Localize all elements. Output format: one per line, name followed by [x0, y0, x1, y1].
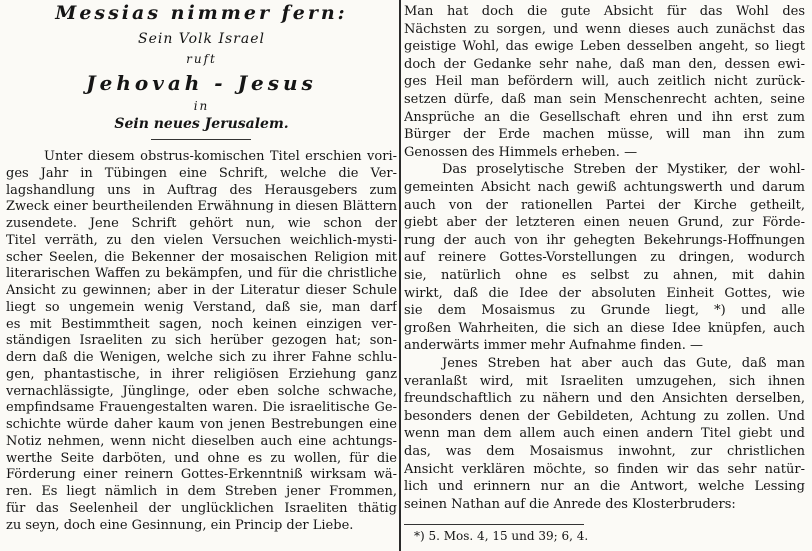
text-line: liegt so ungemein wenig Verstand, daß sie, man darf [6, 299, 397, 315]
text-line: es mit Bestimmtheit sagen, noch keinen einzigen ver- [6, 316, 397, 332]
text-line: Notiz nehmen, wenn nicht dieselben auch eine achtungs- [6, 433, 397, 449]
text-line: sie, natürlich ohne es selbst zu ahnen, mit dahin [404, 268, 805, 283]
text-line: Jenes Streben hat aber auch das Gute, daß man [442, 356, 805, 371]
text-line: Ansprüche an die Gesellschaft ehren und ihn erst zum [404, 109, 805, 125]
text-line: Unter diesem obstrus-komischen Titel erschien vori- [44, 149, 397, 164]
text-line: Zweck einer beurtheilenden Erwähnung in diesen Blättern [6, 199, 397, 215]
footnote: *) 5. Mos. 4, 15 und 39; 6, 4. [414, 529, 589, 543]
text-line: Man hat doch die gute Absicht für das Wohl des [404, 4, 805, 19]
text-line: zu seyn, doch eine Gesinnung, ein Princip der Liebe. [6, 517, 354, 533]
text-line: schichte würde daher kaum von jenen Bestrebungen eine [6, 417, 397, 432]
subtitle-jehovah: Jehovah - Jesus [86, 71, 317, 95]
text-line: geistige Wohl, das ewige Leben desselben angeht, so liegt [404, 39, 805, 55]
text-line: doch der Gedanke sehr nahe, daß man den, dessen ewi- [404, 56, 805, 72]
text-line: das, was dem Mosaismus inwohnt, zur christlichen [404, 444, 805, 459]
text-line: lagshandlung uns in Auftrag des Herausgebers zum [6, 182, 397, 198]
text-line: giebt aber der letzteren einen neuen Grund, zur Förde- [404, 215, 805, 231]
text-line: gen, phantastische, in ihrer religiösen Erziehung ganz [6, 366, 397, 382]
text-line: wirkt, daß die Idee der absoluten Einheit Gottes, wie [404, 285, 805, 301]
subtitle-line-1: Sein Volk Israel [137, 31, 265, 47]
text-line: freundschaftlich zu nähern und den Ansichten derselben, [404, 391, 805, 407]
text-line: Förderung einer reinern Gottes-Erkenntniß wirksam wä- [6, 467, 397, 483]
article-title: Messias nimmer fern: [55, 2, 348, 24]
text-line: literarischen Waffen zu bekämpfen, und für die christliche [6, 266, 397, 282]
subtitle-in: in [193, 99, 210, 113]
text-line: ren. Es liegt nämlich in dem Streben jener Frommen, [6, 484, 397, 499]
text-line: Ansicht zu gewinnen; aber in der Literatur dieser Schule [6, 283, 397, 298]
column-divider [399, 0, 401, 551]
text-line: wenn man dem allem auch einen andern Titel giebt und [404, 426, 805, 442]
text-line: anderwärts immer mehr Aufnahme finden. — [404, 338, 703, 354]
subtitle-jerusalem: Sein neues Jerusalem. [114, 116, 289, 132]
text-line: scher Seelen, die Bekenner der mosaischen Religion mit [6, 249, 397, 265]
text-line: Genossen des Himmels erheben. — [404, 144, 638, 160]
text-line: Ansicht verklären möchte, so finden wir das sehr natür- [404, 461, 805, 477]
text-line: sie dem Mosaismus zu Grunde liegt, *) und alle [404, 303, 805, 319]
text-line: vernachlässigte, Jünglinge, oder eben solche schwache, [6, 383, 397, 399]
text-line: empfindsame Frauengestalten waren. Die israelitische Ge- [6, 400, 397, 416]
subtitle-ruft: ruft [186, 52, 217, 66]
text-line: Bürger der Erde machen müsse, will man ihn zum [404, 127, 805, 143]
text-line: besonders denen der Gebildeten, Achtung zu zollen. Und [404, 408, 805, 424]
text-line: für das Seelenheil der unglücklichen Israeliten thätig [6, 500, 397, 516]
text-line: werthe Seite darböten, und ohne es zu wollen, für die [6, 450, 397, 466]
text-line: lich und erinnern nur an die Antwort, welche Lessing [404, 479, 805, 495]
text-line: Nächsten zu sorgen, und wenn dieses auch zunächst das [404, 21, 805, 37]
text-line: ges Heil man befördern will, auch zeitlich nicht zurück- [404, 74, 805, 90]
text-line: Das proselytische Streben der Mystiker, der wohl- [442, 162, 805, 178]
footnote-rule [404, 524, 584, 525]
text-line: rung der auch von ihr gehegten Bekehrungs-Hoffnungen [404, 232, 805, 248]
text-line: ges Jahr in Tübingen eine Schrift, welche die Ver- [6, 165, 397, 181]
text-line: setzen dürfe, daß man sein Menschenrecht achten, seine [404, 92, 805, 107]
text-line: großen Wahrheiten, die sich an diese Idee knüpfen, auch [404, 320, 805, 336]
text-line: auch von der rationellen Partei der Kirche getheilt, [404, 197, 805, 213]
header-rule [151, 139, 251, 140]
text-line: Titel verräth, zu den vielen Versuchen weichlich-mysti- [6, 232, 397, 248]
text-line: veranlaßt wird, mit Israeliten umzugehen, sich ihnen [404, 373, 805, 389]
text-line: dern daß die Wenigen, welche sich zu ihrer Fahne schlu- [6, 350, 397, 365]
text-line: zusendete. Jene Schrift gehört nun, wie schon der [6, 216, 397, 231]
text-line: seinen Nathan auf die Anrede des Klosterbruders: [404, 496, 736, 512]
text-line: gemeinten Absicht nach gewiß achtungswerth und darum [404, 180, 805, 195]
text-line: auf reinere Gottes-Vorstellungen zu dringen, wodurch [404, 250, 805, 266]
text-line: ständigen Israeliten zu sich herüber gezogen hat; son- [6, 333, 397, 349]
